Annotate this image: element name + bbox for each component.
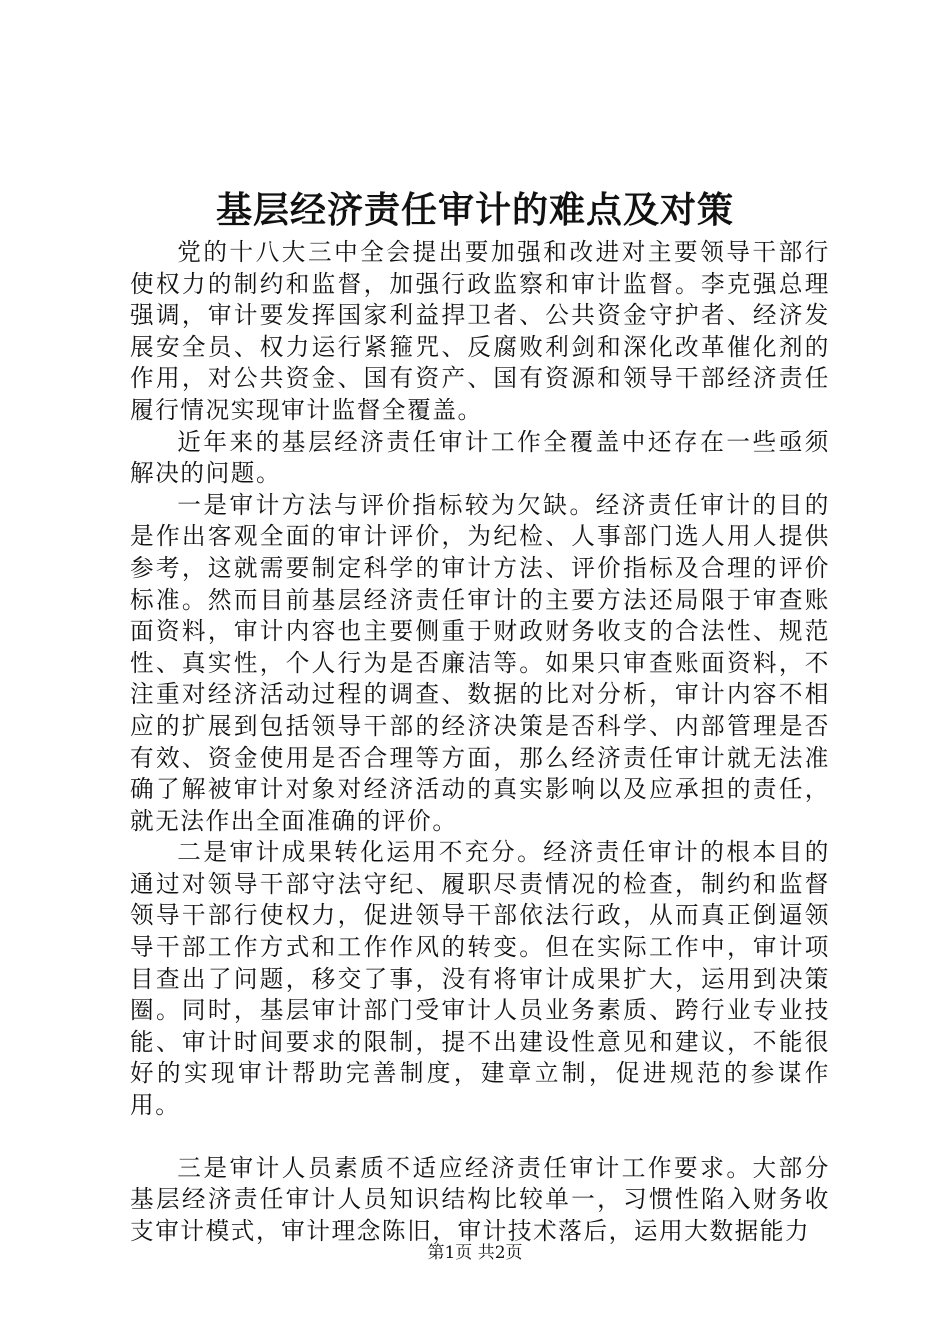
paragraph: 二是审计成果转化运用不充分。经济责任审计的根本目的通过对领导干部守法守纪、履职尽责情况的检查，制约和监督领导干部行使权力，促进领导干部依法行政，从而真正倒逼领导干部工作方式和工作作风的转变。但在实际工作中，审计项目查出了问题，移交了事，没有将审计成果扩大，运用到决策圈。同时，基层审计部门受审计人员业务素质、跨行业专业技能、审计时间要求的限制，提不出建设性意见和建议，不能很好的实现审计帮助完善制度，建章立制，促进规范的参谋作用。 (130, 838, 830, 1120)
document-body (130, 237, 830, 1247)
document-title: 基层经济责任审计的难点及对策 (215, 189, 734, 231)
paragraph: 一是审计方法与评价指标较为欠缺。经济责任审计的目的是作出客观全面的审计评价，为纪检、人事部门选人用人提供参考，这就需要制定科学的审计方法、评价指标及合理的评价标准。然而目前基层经济责任审计的主要方法还局限于审查账面资料，审计内容也主要侧重于财政财务收支的合法性、规范性、真实性，个人行为是否廉洁等。如果只审查账面资料，不注重对经济活动过程的调查、数据的比对分析，审计内容不相应的扩展到包括领导干部的经济决策是否科学、内部管理是否有效、资金使用是否合理等方面，那么经济责任审计就无法准确了解被审计对象对经济活动的真实影响以及应承担的责任，就无法作出全面准确的评价。 (130, 490, 830, 835)
page-footer: 第1页 共2页 (427, 1243, 523, 1263)
paragraph: 近年来的基层经济责任审计工作全覆盖中还存在一些亟须解决的问题。 (130, 427, 830, 488)
paragraph: 党的十八大三中全会提出要加强和改进对主要领导干部行使权力的制约和监督，加强行政监察和审计监督。李克强总理强调，审计要发挥国家利益捍卫者、公共资金守护者、经济发展安全员、权力运行紧箍咒、反腐败利剑和深化改革催化剂的作用，对公共资金、国有资产、国有资源和领导干部经济责任履行情况实现审计监督全覆盖。 (130, 238, 830, 424)
paragraph: 三是审计人员素质不适应经济责任审计工作要求。大部分基层经济责任审计人员知识结构比较单一，习惯性陷入财务收支审计模式，审计理念陈旧，审计技术落后，运用大数据能力 (130, 1153, 830, 1245)
